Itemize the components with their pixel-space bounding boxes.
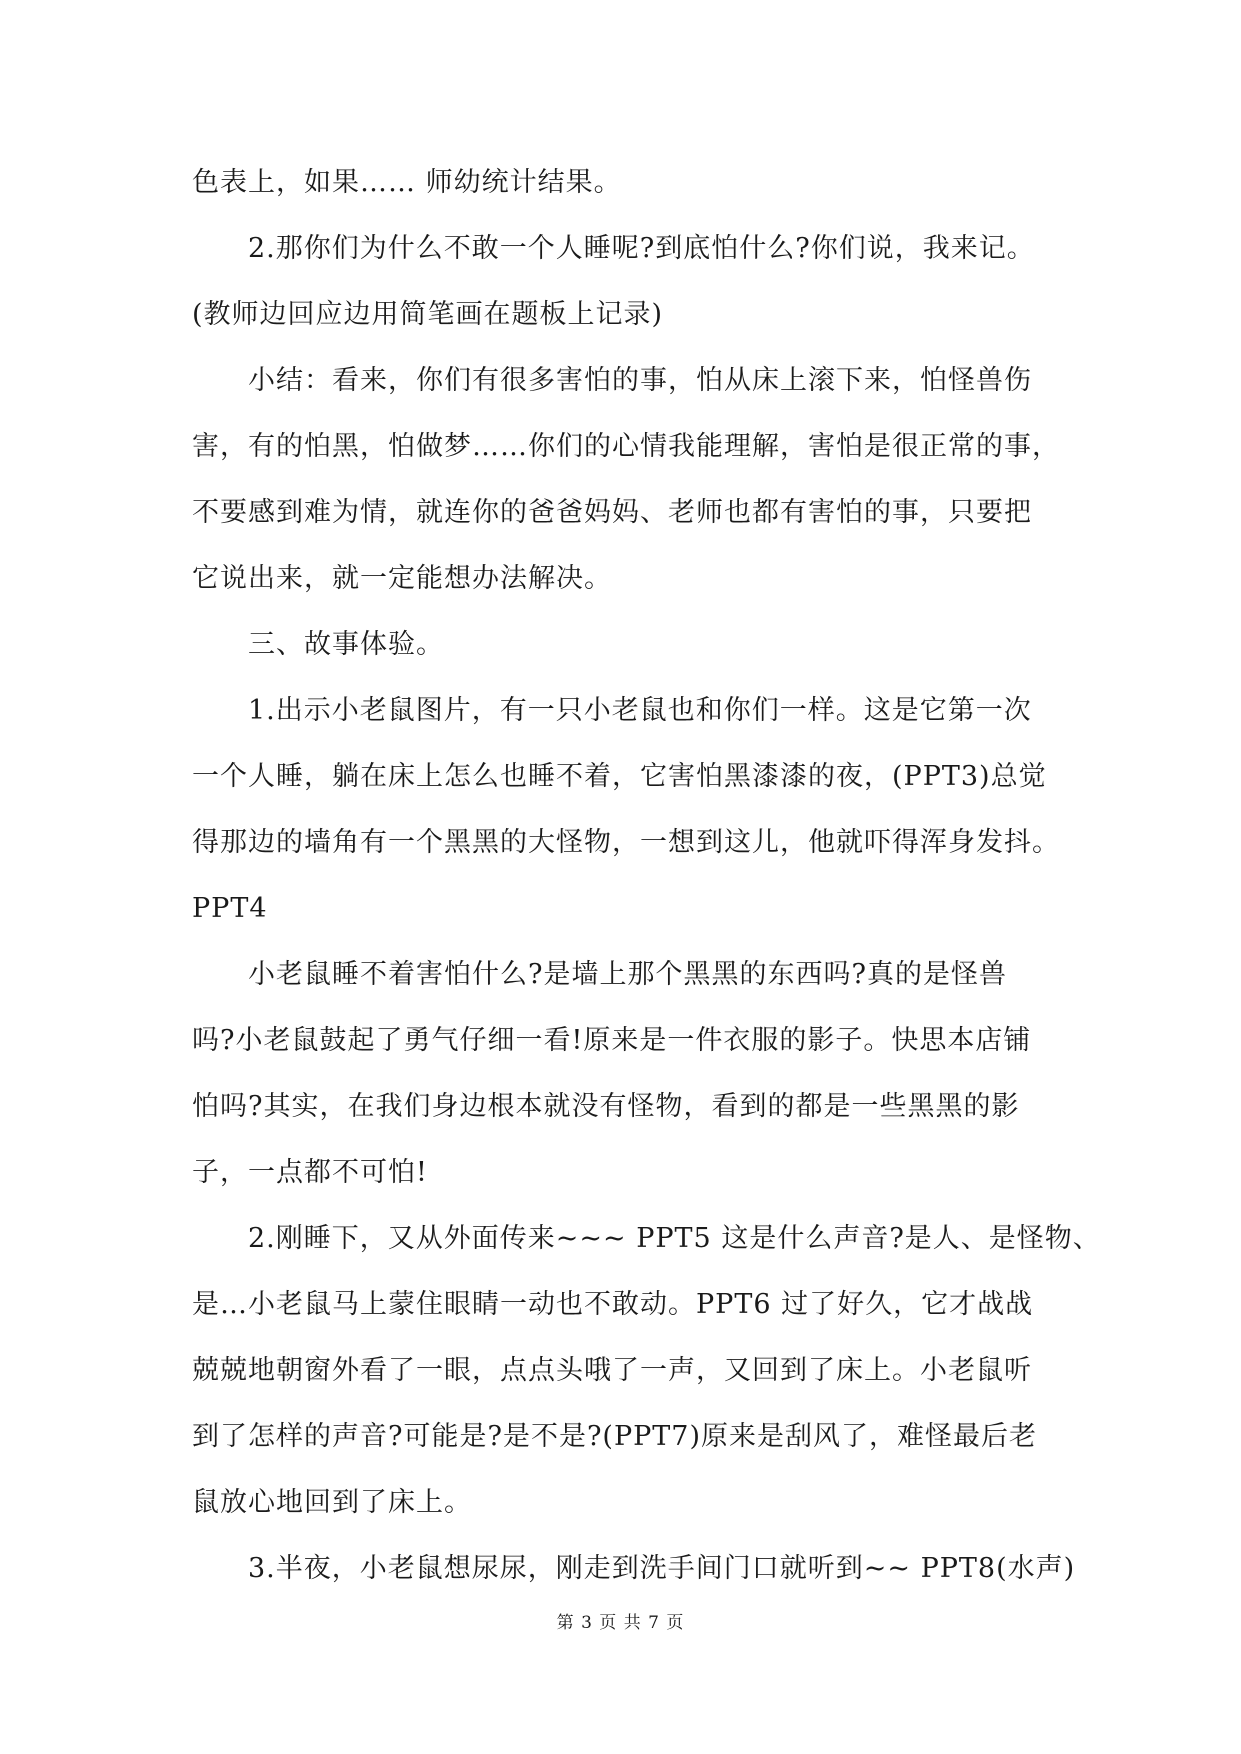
paragraph-start: 小老鼠睡不着害怕什么?是墙上那个黑黑的东西吗?真的是怪兽 bbox=[248, 959, 1007, 990]
text-line: 怕吗?其实，在我们身边根本就没有怪物，看到的都是一些黑黑的影 bbox=[192, 1091, 1020, 1122]
document-body bbox=[192, 150, 1101, 1602]
text-line: 鼠放心地回到了床上。 bbox=[192, 1487, 472, 1518]
text-line: 吗?小老鼠鼓起了勇气仔细一看!原来是一件衣服的影子。快思本店铺 bbox=[192, 1025, 1032, 1056]
section-heading: 三、故事体验。 bbox=[248, 629, 444, 660]
text-line: 害，有的怕黑，怕做梦……你们的心情我能理解，害怕是很正常的事， bbox=[192, 431, 1060, 462]
text-line: 到了怎样的声音?可能是?是不是?(PPT7)原来是刮风了，难怪最后老 bbox=[192, 1421, 1038, 1452]
text-line: 不要感到难为情，就连你的爸爸妈妈、老师也都有害怕的事，只要把 bbox=[192, 497, 1032, 528]
paragraph-start: 3.半夜，小老鼠想尿尿，刚走到洗手间门口就听到~~ PPT8(水声) bbox=[248, 1553, 1076, 1584]
text-line: 子，一点都不可怕! bbox=[192, 1157, 428, 1188]
paragraph-start: 小结：看来，你们有很多害怕的事，怕从床上滚下来，怕怪兽伤 bbox=[248, 365, 1032, 396]
text-line: 得那边的墙角有一个黑黑的大怪物，一想到这儿，他就吓得浑身发抖。 bbox=[192, 827, 1060, 858]
paragraph-start: 2.刚睡下，又从外面传来~~~ PPT5 这是什么声音?是人、是怪物、 bbox=[248, 1223, 1101, 1254]
page-footer: 第 3 页 共 7 页 bbox=[556, 1613, 685, 1633]
text-line: 色表上，如果…… 师幼统计结果。 bbox=[192, 167, 622, 198]
text-line: 它说出来，就一定能想办法解决。 bbox=[192, 563, 612, 594]
paragraph-start: 1.出示小老鼠图片，有一只小老鼠也和你们一样。这是它第一次 bbox=[248, 695, 1032, 726]
text-line: (教师边回应边用简笔画在题板上记录) bbox=[192, 299, 664, 330]
text-line: 是…小老鼠马上蒙住眼睛一动也不敢动。PPT6 过了好久，它才战战 bbox=[192, 1289, 1034, 1320]
paragraph-start: 2.那你们为什么不敢一个人睡呢?到底怕什么?你们说，我来记。 bbox=[248, 233, 1035, 264]
text-line: PPT4 bbox=[192, 893, 268, 924]
text-line: 兢兢地朝窗外看了一眼，点点头哦了一声，又回到了床上。小老鼠听 bbox=[192, 1355, 1032, 1386]
text-line: 一个人睡，躺在床上怎么也睡不着，它害怕黑漆漆的夜，(PPT3)总觉 bbox=[192, 761, 1047, 792]
